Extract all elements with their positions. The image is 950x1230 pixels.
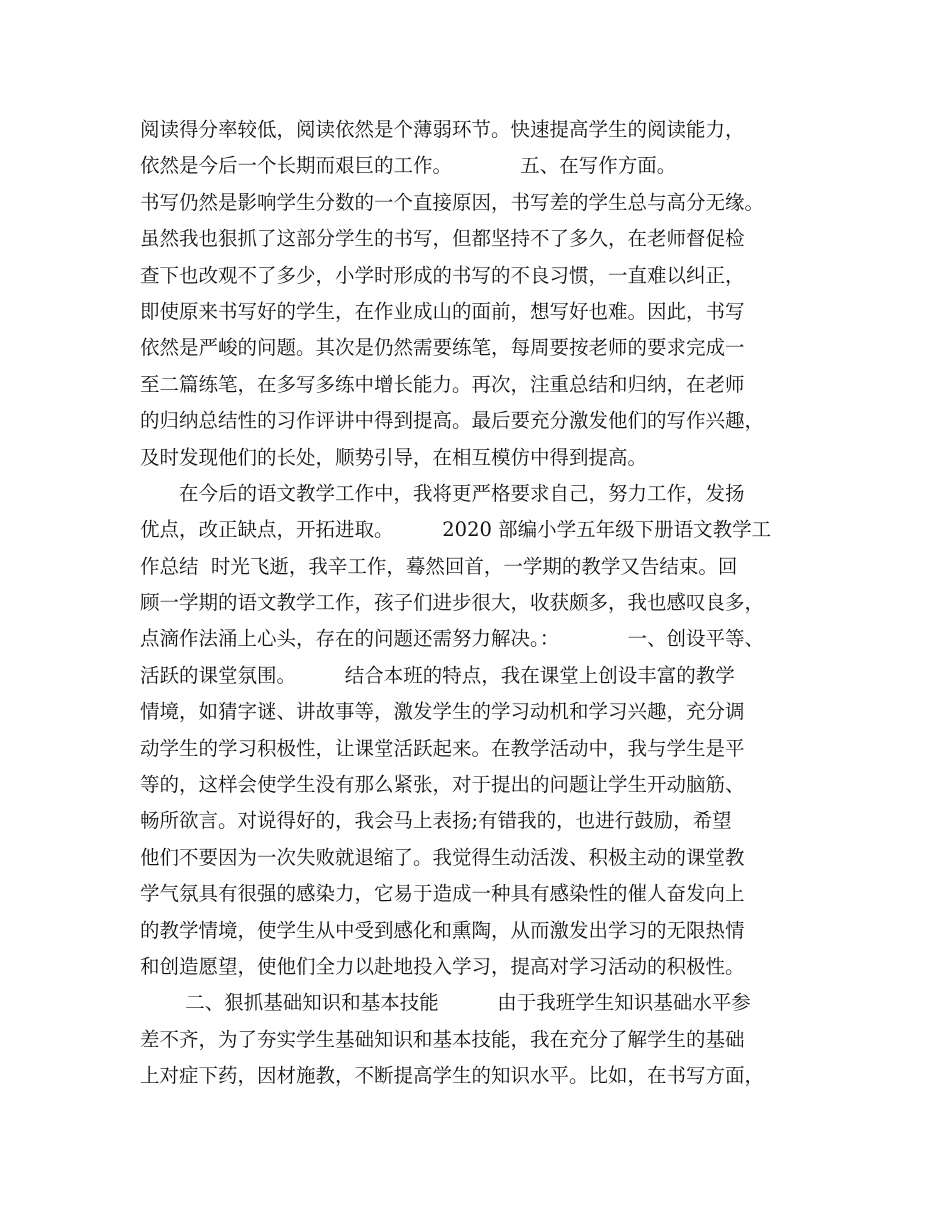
text-line: 和创造愿望，使他们全力以赴地投入学习，提高对学习活动的积极性。 <box>140 954 745 978</box>
text-line: 书写仍然是影响学生分数的一个直接原因，书写差的学生总与高分无缘。 <box>140 190 765 214</box>
text-line: 至二篇练笔，在多写多练中增长能力。再次，注重总结和归纳，在老师 <box>140 372 745 396</box>
text-line: 差不齐，为了夯实学生基础知识和基本技能，我在充分了解学生的基础 <box>140 1027 745 1051</box>
text-line: 的教学情境，使学生从中受到感化和熏陶，从而激发出学习的无限热情 <box>140 918 745 942</box>
text-line: 及时发现他们的长处，顺势引导，在相互模仿中得到提高。 <box>140 445 648 469</box>
body-text <box>140 112 840 1095</box>
text-line: 作总结 时光飞逝，我辛工作，蓦然回首，一学期的教学又告结束。回 <box>140 554 738 578</box>
text-line: 他们不要因为一次失败就退缩了。我觉得生动活泼、积极主动的课堂教 <box>140 845 745 869</box>
text-line: 阅读得分率较低，阅读依然是个薄弱环节。快速提高学生的阅读能力， <box>140 118 745 141</box>
text-line: 依然是今后一个长期而艰巨的工作。 五、在写作方面。 <box>140 154 677 178</box>
text-line: 依然是严峻的问题。其次是仍然需要练笔，每周要按老师的要求完成一 <box>140 336 745 360</box>
text-line: 虽然我也狠抓了这部分学生的书写，但都坚持不了多久，在老师督促检 <box>140 227 745 251</box>
text-line: 在今后的语文教学工作中，我将更严格要求自己，努力工作，发扬 <box>140 481 745 505</box>
text-line: 二、狠抓基础知识和基本技能 由于我班学生知识基础水平参 <box>140 991 751 1015</box>
text-line: 顾一学期的语文教学工作，孩子们进步很大，收获颇多，我也感叹良多， <box>140 591 765 615</box>
text-line: 情境，如猜字谜、讲故事等，激发学生的学习动机和学习兴趣，充分调 <box>140 700 745 724</box>
text-line: 学气氛具有很强的感染力，它易于造成一种具有感染性的催人奋发向上 <box>140 882 745 906</box>
text-line: 动学生的学习积极性，让课堂活跃起来。在教学活动中，我与学生是平 <box>140 736 745 760</box>
text-line: 畅所欲言。对说得好的，我会马上表扬;有错我的，也进行鼓励，希望 <box>140 809 732 833</box>
text-line: 优点，改正缺点，开拓进取。 2020 部编小学五年级下册语文教学工 <box>140 518 772 542</box>
text-line: 即使原来书写好的学生，在作业成山的面前，想写好也难。因此，书写 <box>140 299 745 323</box>
text-line: 查下也改观不了多少，小学时形成的书写的不良习惯，一直难以纠正， <box>140 263 745 287</box>
text-line: 上对症下药，因材施教，不断提高学生的知识水平。比如，在书写方面， <box>140 1064 765 1088</box>
text-line: 点滴作法涌上心头，存在的问题还需努力解决。： 一、创设平等、 <box>140 627 765 651</box>
text-line: 等的，这样会使学生没有那么紧张，对于提出的问题让学生开动脑筋、 <box>140 773 745 797</box>
text-line: 活跃的课堂氛围。 结合本班的特点，我在课堂上创设丰富的教学 <box>140 663 735 687</box>
text-line: 的归纳总结性的习作评讲中得到提高。最后要充分激发他们的写作兴趣， <box>140 409 765 433</box>
